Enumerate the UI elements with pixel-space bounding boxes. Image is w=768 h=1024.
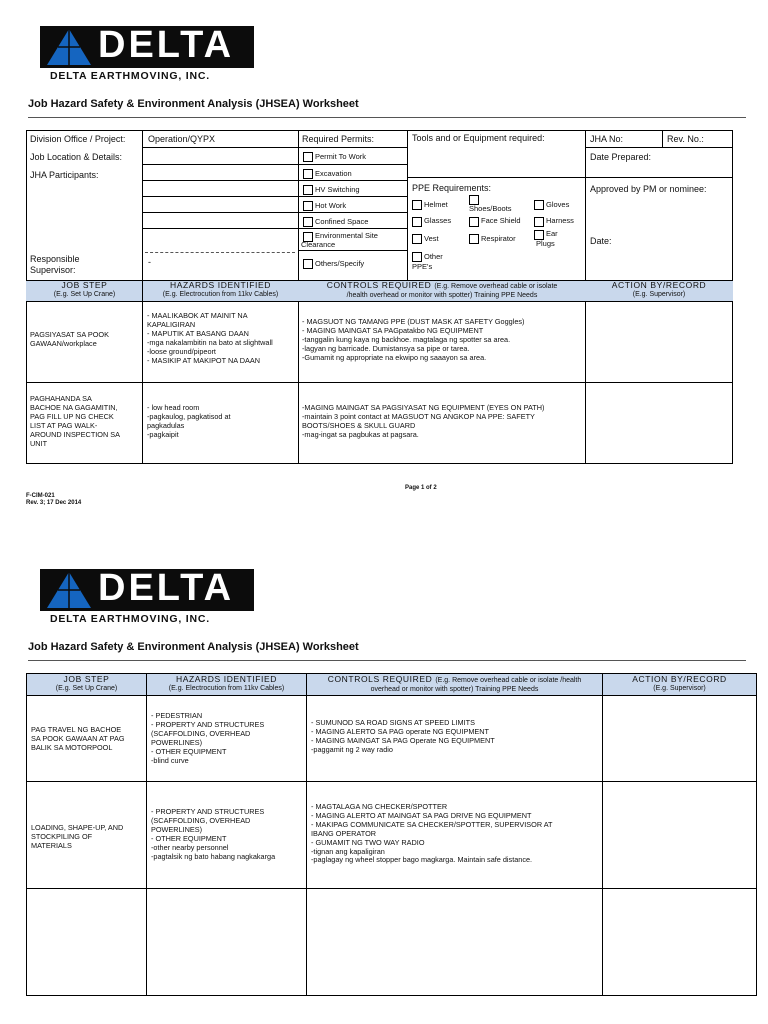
permit-checkbox[interactable] (303, 169, 313, 179)
permit-checkbox[interactable] (303, 185, 313, 195)
ppe-checkbox[interactable] (534, 217, 544, 227)
header-job-step: JOB STEP (E.g. Set Up Crane) (55, 674, 118, 692)
delta-triangle-icon (46, 28, 92, 66)
logo-wordmark: DELTA (98, 24, 235, 66)
header-action: ACTION BY/RECORD (E.g. Supervisor) (632, 674, 727, 692)
ppe-checkbox[interactable] (412, 217, 422, 227)
table-row-step: PAGSIYASAT SA POOK GAWAAN/workplace (30, 330, 109, 348)
ppe-checkbox[interactable] (412, 234, 422, 244)
job-location-label: Job Location & Details: (30, 152, 123, 162)
table-row-step: PAGHAHANDA SA BACHOE NA GAGAMITIN, PAG FILL UP NG CHECK LIST AT PAG WALK- AROUND INSPECTION SA UNIT (30, 394, 121, 448)
ppe-other-label-2: PPE's (412, 262, 433, 271)
permit-label: Others/Specify (315, 259, 365, 268)
date-prepared-label: Date Prepared: (590, 152, 652, 162)
table-row-step: LOADING, SHAPE-UP, AND STOCKPILING OF MATERIALS (31, 823, 124, 850)
table-row-controls: - MAGTALAGA NG CHECKER/SPOTTER - MAGING ALERTO AT MAINGAT SA PAG DRIVE NG EQUIPMENT - MAKIPAG COMMUNICATE SA CHECKER/SPOTTER, SUPERVISOR AT IBANG OPERATOR - GUMAMIT NG TWO WAY RADIO -tignan ang kapaligiran -paglagay ng wheel stopper bago magkarga. Maintain safe distance. (311, 802, 553, 865)
form-revision: Rev. 3; 17 Dec 2014 (26, 500, 82, 506)
ppe-ear-label: Ear (546, 229, 558, 238)
ppe-other-label: Other (424, 252, 443, 261)
company-name: DELTA EARTHMOVING, INC. (50, 70, 210, 82)
permit-label: Environmental Site Clearance (301, 231, 378, 249)
header-controls: CONTROLS REQUIRED (E.g. Remove overhead cable or isolate /health overhead or monitor with spotter) Training PPE Needs (326, 280, 558, 299)
ppe-respirator-label: Respirator (481, 234, 516, 243)
permit-checkbox[interactable] (303, 259, 313, 269)
header-job-step: JOB STEP (E.g. Set Up Crane) (53, 280, 116, 298)
ppe-checkbox[interactable] (469, 217, 479, 227)
ppe-helmet-label: Helmet (424, 200, 448, 209)
supervisor-value: - (148, 257, 151, 267)
worksheet-title: Job Hazard Safety & Environment Analysis (JHSEA) Worksheet (28, 98, 359, 110)
delta-logo (40, 26, 254, 82)
ppe-glasses-label: Glasses (424, 216, 452, 225)
permit-checkbox[interactable] (303, 152, 313, 162)
date-label: Date: (590, 236, 612, 246)
ppe-checkbox[interactable] (412, 200, 422, 210)
header-hazards: HAZARDS IDENTIFIED (E.g. Electrocution from 11kv Cables) (162, 280, 279, 298)
table-row-controls: -MAGING MAINGAT SA PAGSIYASAT NG EQUIPMENT (EYES ON PATH) -maintain 3 point contact at MAGSUOT NG ANGKOP NA PPE: SAFETY BOOTS/SHOES & SKULL GUARD -mag-ingat sa pagbukas at pagsara. (302, 403, 545, 439)
permit-label: HV Switching (315, 185, 360, 194)
ppe-checkbox[interactable] (469, 234, 479, 244)
division-value: Operation/QYPX (148, 134, 216, 144)
company-name: DELTA EARTHMOVING, INC. (50, 613, 210, 625)
jha-participants-label: JHA Participants: (30, 170, 99, 180)
permit-label: Confined Space (315, 217, 369, 226)
permit-label: Permit To Work (315, 152, 366, 161)
permit-checkbox[interactable] (303, 217, 313, 227)
approved-label: Approved by PM or nominee: (590, 184, 707, 194)
table-row-hazards: - PROPERTY AND STRUCTURES (SCAFFOLDING, OVERHEAD POWERLINES) - OTHER EQUIPMENT -other nearby personnel -pagtalsik ng bato habang nagkakarga (151, 807, 276, 861)
table-row-hazards: - PEDESTRIAN - PROPERTY AND STRUCTURES (SCAFFOLDING, OVERHEAD POWERLINES) - OTHER EQUIPMENT -blind curve (151, 711, 265, 765)
logo-wordmark: DELTA (98, 567, 235, 609)
ppe-plugs-label: Plugs (536, 239, 555, 248)
ppe-checkbox[interactable] (412, 252, 422, 262)
ppe-face-shield-label: Face Shield (481, 216, 521, 225)
header-action: ACTION BY/RECORD (E.g. Supervisor) (611, 280, 707, 298)
table-row-hazards: - low head room -pagkaulog, pagkatisod at pagkadulas -pagkaipit (147, 403, 231, 439)
form-code: F-CIM-021 (26, 493, 55, 499)
permit-label: Excavation (315, 169, 352, 178)
division-label: Division Office / Project: (30, 134, 126, 144)
delta-logo (40, 569, 254, 625)
rev-no-label: Rev. No.: (667, 134, 704, 144)
ppe-harness-label: Harness (546, 216, 574, 225)
header-hazards: HAZARDS IDENTIFIED (E.g. Electrocution from 11kv Cables) (168, 674, 285, 692)
ppe-shoes-label: Shoes/Boots (469, 204, 512, 213)
delta-triangle-icon (46, 571, 92, 609)
ppe-label: PPE Requirements: (412, 183, 492, 193)
table-row-controls: - SUMUNOD SA ROAD SIGNS AT SPEED LIMITS - MAGING ALERTO SA PAG operate NG EQUIPMENT - MAGING MAINGAT SA PAG Operate NG EQUIPMENT -paggamit ng 2 way radio (311, 718, 495, 754)
jha-no-label: JHA No: (590, 134, 624, 144)
ppe-gloves-label: Gloves (546, 200, 570, 209)
permit-label: Hot Work (315, 201, 347, 210)
page-number: Page 1 of 2 (405, 485, 437, 491)
table-row-controls: - MAGSUOT NG TAMANG PPE (DUST MASK AT SAFETY Goggles) - MAGING MAINGAT SA PAGpatakbo NG EQUIPMENT -tanggalin kung kaya ng backhoe. magtalaga ng spotter sa area. -lagyan ng barricade. Dumistansya sa pipe or tarea. -Gumamit ng appropriate na ekwipo ng saaayon sa area. (302, 317, 525, 362)
responsible-label-1: Responsible (30, 254, 80, 264)
ppe-vest-label: Vest (424, 234, 439, 243)
responsible-label-2: Supervisor: (30, 265, 76, 275)
tools-label: Tools and or Equipment required: (412, 133, 545, 143)
ppe-checkbox[interactable] (534, 200, 544, 210)
worksheet-title: Job Hazard Safety & Environment Analysis (JHSEA) Worksheet (28, 641, 359, 653)
permit-checkbox[interactable] (303, 201, 313, 211)
header-controls: CONTROLS REQUIRED (E.g. Remove overhead cable or isolate /health overhead or monitor with spotter) Training PPE Needs (327, 674, 582, 693)
required-permits-label: Required Permits: (302, 134, 375, 144)
table-row-step: PAG TRAVEL NG BACHOE SA POOK GAWAAN AT PAG BALIK SA MOTORPOOL (31, 725, 125, 752)
table-row-hazards: - MAALIKABOK AT MAINIT NA KAPALIGIRAN - MAPUTIK AT BASANG DAAN -mga nakalambitin na bato at slightwall -loose ground/pipeort - MASIKIP AT MAKIPOT NA DAAN (147, 311, 273, 365)
